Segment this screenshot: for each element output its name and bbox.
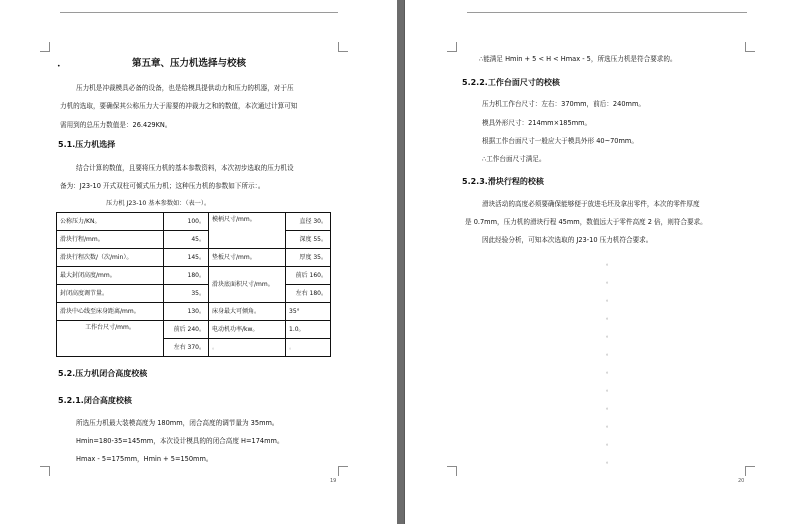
cell-stroke-times-value: 145。: [164, 249, 209, 267]
cell-max-closed-height-value: 180。: [164, 267, 209, 285]
intro-line-2: 力机的选取，要确保其公称压力大于需要的冲裁力之和的数值，本次通过计算可知: [60, 102, 298, 110]
chapter-title: 第五章、压力机选择与校核: [132, 58, 247, 69]
page-gap: [397, 0, 405, 524]
para-5-2-3-line-1: 滑块活动的高度必须要确保能够便于放进毛坯及拿出零件，本次的零件厚度: [482, 200, 700, 208]
empty-paragraph-mark: 。: [606, 440, 613, 447]
empty-paragraph-mark: 。: [606, 296, 613, 303]
empty-paragraph-mark: 。: [606, 404, 613, 411]
press-parameter-table: [56, 212, 331, 357]
cell-nominal-force-value: 100。: [164, 213, 209, 231]
para-5-2-3-line-2: 是 0.7mm，压力机的滑块行程 45mm，数值远大于零件高度 2 倍，则符合要求。: [465, 218, 707, 226]
section-heading-5-2-3: 5.2.3.滑块行程的校核: [462, 177, 544, 186]
cell-front-back: 前后 160。: [286, 267, 331, 285]
empty-paragraph-mark: 。: [606, 386, 613, 393]
cell-bed-max-tilt-value: 35°: [286, 303, 331, 321]
para-5-2-1-line-2: Hmin=180-35=145mm，本次设计模具的的闭合高度 H=174mm。: [76, 437, 284, 445]
cell-slider-stroke-value: 45。: [164, 231, 209, 249]
margin-corner-mark: [745, 466, 755, 476]
margin-corner-mark: [338, 42, 348, 52]
cell-closed-height-adjust-label: 封闭高度调节量。: [57, 285, 164, 303]
empty-paragraph-mark: 。: [606, 278, 613, 285]
para-5-2-2-line-4: ∴工作台面尺寸满足。: [482, 155, 546, 163]
empty-paragraph-mark: 。: [606, 368, 613, 375]
margin-corner-mark: [745, 42, 755, 52]
empty-paragraph-mark: 。: [606, 458, 613, 465]
para-5-1-line-2: 备为：J23-10 开式双柱可倾式压力机；这种压力机的参数如下所示：。: [60, 182, 265, 190]
empty-paragraph-mark: 。: [606, 350, 613, 357]
para-5-2-1-line-1: 所选压力机最大装模高度为 180mm，闭合高度的调节量为 35mm。: [76, 419, 279, 427]
cell-slider-center-distance-label: 滑块中心线至床身距离/mm。: [57, 303, 164, 321]
cell-left-right: 左右 180。: [286, 285, 331, 303]
empty-paragraph-mark: 。: [606, 422, 613, 429]
empty-paragraph-mark: 。: [606, 314, 613, 321]
table-caption: 压力机 J23-10 基本参数如：（表一）。: [106, 200, 211, 207]
cell-slider-center-distance-value: 130。: [164, 303, 209, 321]
cell-closed-height-adjust-value: 35。: [164, 285, 209, 303]
cell-left-right-370: 左右 370。: [164, 339, 209, 357]
cell-slider-stroke-label: 滑块行程/mm。: [57, 231, 164, 249]
margin-corner-mark: [447, 466, 457, 476]
section-heading-5-2: 5.2.压力机闭合高度校核: [58, 369, 148, 378]
para-5-2-3-line-3: 因此经验分析，可知本次选取的 J23-10 压力机符合要求。: [482, 236, 653, 244]
condition-line: ∴能满足 Hmin + 5 < H < Hmax - 5，所选压力机是符合要求的。: [479, 55, 677, 63]
cell-slider-bottom-size: 滑块底面积尺寸/mm。: [209, 267, 286, 303]
empty-paragraph-mark: 。: [606, 260, 613, 267]
cell-motor-power-label: 电动机功率/kw。: [209, 321, 286, 339]
margin-corner-mark: [447, 42, 457, 52]
cell-empty: 。: [209, 339, 286, 357]
cell-depth: 深度 55。: [286, 231, 331, 249]
cell-stroke-times-label: 滑块行程次数/（次/min）。: [57, 249, 164, 267]
header-rule: [467, 12, 747, 13]
document-page-19: [0, 0, 397, 524]
section-heading-5-1: 5.1.压力机选择: [58, 140, 116, 149]
cell-max-closed-height-label: 最大封闭高度/mm。: [57, 267, 164, 285]
cell-empty: 。: [286, 339, 331, 357]
page-number: 20: [738, 478, 745, 484]
margin-corner-mark: [338, 466, 348, 476]
intro-line-1: 压力机是冲裁模具必备的设备，也是给模具提供动力和压力的机器，对于压: [76, 84, 294, 92]
margin-corner-mark: [40, 466, 50, 476]
margin-corner-mark: [40, 42, 50, 52]
para-5-1-line-1: 结合计算的数值，且要将压力机的基本参数资料，本次初步选取的压力机设: [76, 164, 294, 172]
cell-mold-handle-size: 模柄尺寸/mm。: [209, 213, 286, 249]
intro-line-3: 需用到的总压力数值是：26.429KN。: [60, 121, 172, 129]
empty-paragraph-mark: 。: [606, 332, 613, 339]
cell-worktable-size: 工作台尺寸/mm。: [57, 321, 164, 357]
section-heading-5-2-2: 5.2.2.工作台面尺寸的校核: [462, 78, 560, 87]
cell-bed-max-tilt-label: 床身最大可倾角。: [209, 303, 286, 321]
page-number: 19: [330, 478, 337, 484]
section-heading-5-2-1: 5.2.1.闭合高度校核: [58, 396, 132, 405]
cell-diameter: 直径 30。: [286, 213, 331, 231]
cell-thickness: 厚度 35。: [286, 249, 331, 267]
para-5-2-2-line-2: 模具外形尺寸：214mm×185mm。: [482, 119, 592, 127]
cell-nominal-force-label: 公称压力/KN。: [57, 213, 164, 231]
cell-motor-power-value: 1.0。: [286, 321, 331, 339]
document-page-20: [405, 0, 807, 524]
para-5-2-1-line-3: Hmax - 5=175mm，Hmin + 5=150mm。: [76, 455, 213, 463]
bullet-mark: •: [57, 63, 61, 70]
para-5-2-2-line-1: 压力机工作台尺寸：左右：370mm，前后：240mm。: [482, 100, 645, 108]
para-5-2-2-line-3: 根据工作台面尺寸一般应大于模具外形 40~70mm。: [482, 137, 638, 145]
header-rule: [60, 12, 338, 13]
cell-pad-size: 垫板尺寸/mm。: [209, 249, 286, 267]
cell-front-back-240: 前后 240。: [164, 321, 209, 339]
